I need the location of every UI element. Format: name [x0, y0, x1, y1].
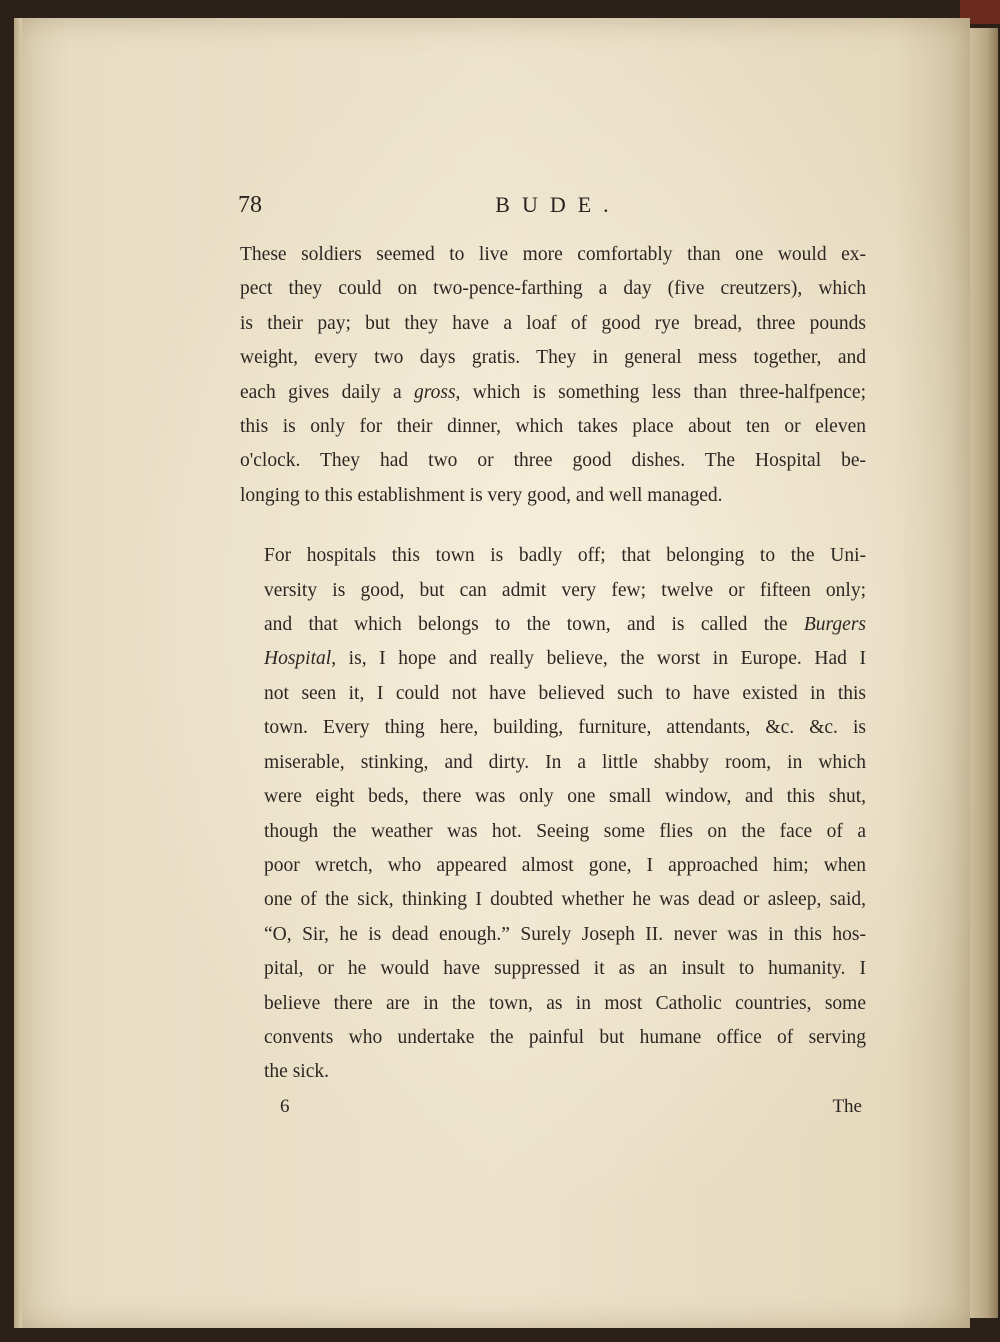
text-run: were eight beds, there was only one small window, and this shut, — [264, 786, 866, 808]
text-line — [240, 307, 866, 341]
text-run: pital, or he would have suppressed it as an insult to humanity. I — [264, 958, 866, 980]
text-run: weight, every two days gratis. They in general mess together, and — [240, 347, 866, 369]
text-line — [240, 238, 866, 272]
text-line — [240, 952, 866, 986]
text-run: longing to this establishment is very good, and well managed. — [240, 484, 723, 506]
page-right-edge — [970, 28, 998, 1318]
paragraph — [240, 539, 866, 1090]
text-line — [240, 410, 866, 444]
text-line — [240, 272, 866, 306]
catchword: The — [832, 1096, 862, 1117]
text-run: For hospitals this town is badly off; that belonging to the Uni- — [264, 545, 866, 567]
text-line — [240, 479, 866, 513]
text-line — [240, 341, 866, 375]
italic-run: Burgers — [803, 614, 866, 636]
text-line — [240, 642, 866, 676]
page-number: 78 — [238, 192, 262, 218]
text-line — [240, 539, 866, 573]
text-line — [240, 711, 866, 745]
page-left-edge — [14, 18, 22, 1328]
text-line — [240, 883, 866, 917]
text-line — [240, 918, 866, 952]
text-run: this is only for their dinner, which takes place about ten or eleven — [240, 416, 866, 438]
text-run: the sick. — [264, 1061, 329, 1083]
text-run: and that which belongs to the town, and is called the — [264, 614, 804, 636]
text-line — [240, 1055, 866, 1089]
text-line — [240, 574, 866, 608]
running-title: BUDE. — [495, 192, 621, 217]
text-line — [240, 376, 866, 410]
text-run: though the weather was hot. Seeing some flies on the face of a — [264, 820, 866, 842]
signature-mark: 6 — [280, 1096, 290, 1117]
text-run: each gives daily a — [240, 381, 414, 403]
italic-run: Hospital — [264, 648, 332, 670]
text-run: convents who undertake the painful but humane office of serving — [264, 1026, 866, 1048]
text-run: “O, Sir, he is dead enough.” Surely Joseph II. never was in this hos- — [264, 923, 866, 945]
text-run: town. Every thing here, building, furniture, attendants, &c. &c. is — [264, 717, 866, 739]
text-run: poor wretch, who appeared almost gone, I approached him; when — [264, 854, 866, 876]
page-footer — [240, 1094, 862, 1124]
text-line — [240, 608, 866, 642]
text-run: , is, I hope and really believe, the worst in Europe. Had I — [331, 648, 866, 670]
text-line — [240, 815, 866, 849]
text-run: is their pay; but they have a loaf of good rye bread, three pounds — [240, 312, 866, 334]
text-run: pect they could on two-pence-farthing a day (five creutzers), which — [240, 278, 866, 300]
text-run: , which is something less than three-halfpence; — [455, 381, 866, 403]
text-line — [240, 849, 866, 883]
text-run: o'clock. They had two or three good dishes. The Hospital be- — [240, 450, 866, 472]
text-line — [240, 444, 866, 478]
body-text — [240, 238, 866, 1090]
italic-run: gross — [413, 381, 456, 403]
text-run: These soldiers seemed to live more comfortably than one would ex- — [240, 244, 866, 265]
text-line — [240, 780, 866, 814]
text-run: not seen it, I could not have believed such to have existed in this — [264, 682, 866, 704]
text-run: one of the sick, thinking I doubted whether he was dead or asleep, said, — [264, 889, 866, 911]
text-line — [240, 746, 866, 780]
text-run: believe there are in the town, as in most Catholic countries, some — [264, 992, 866, 1014]
text-line — [240, 1021, 866, 1055]
paragraph — [240, 238, 866, 513]
page-header — [238, 192, 866, 226]
text-run: versity is good, but can admit very few; twelve or fifteen only; — [264, 579, 866, 601]
text-line — [240, 677, 866, 711]
text-run: miserable, stinking, and dirty. In a little shabby room, in which — [264, 751, 866, 773]
text-line — [240, 987, 866, 1021]
